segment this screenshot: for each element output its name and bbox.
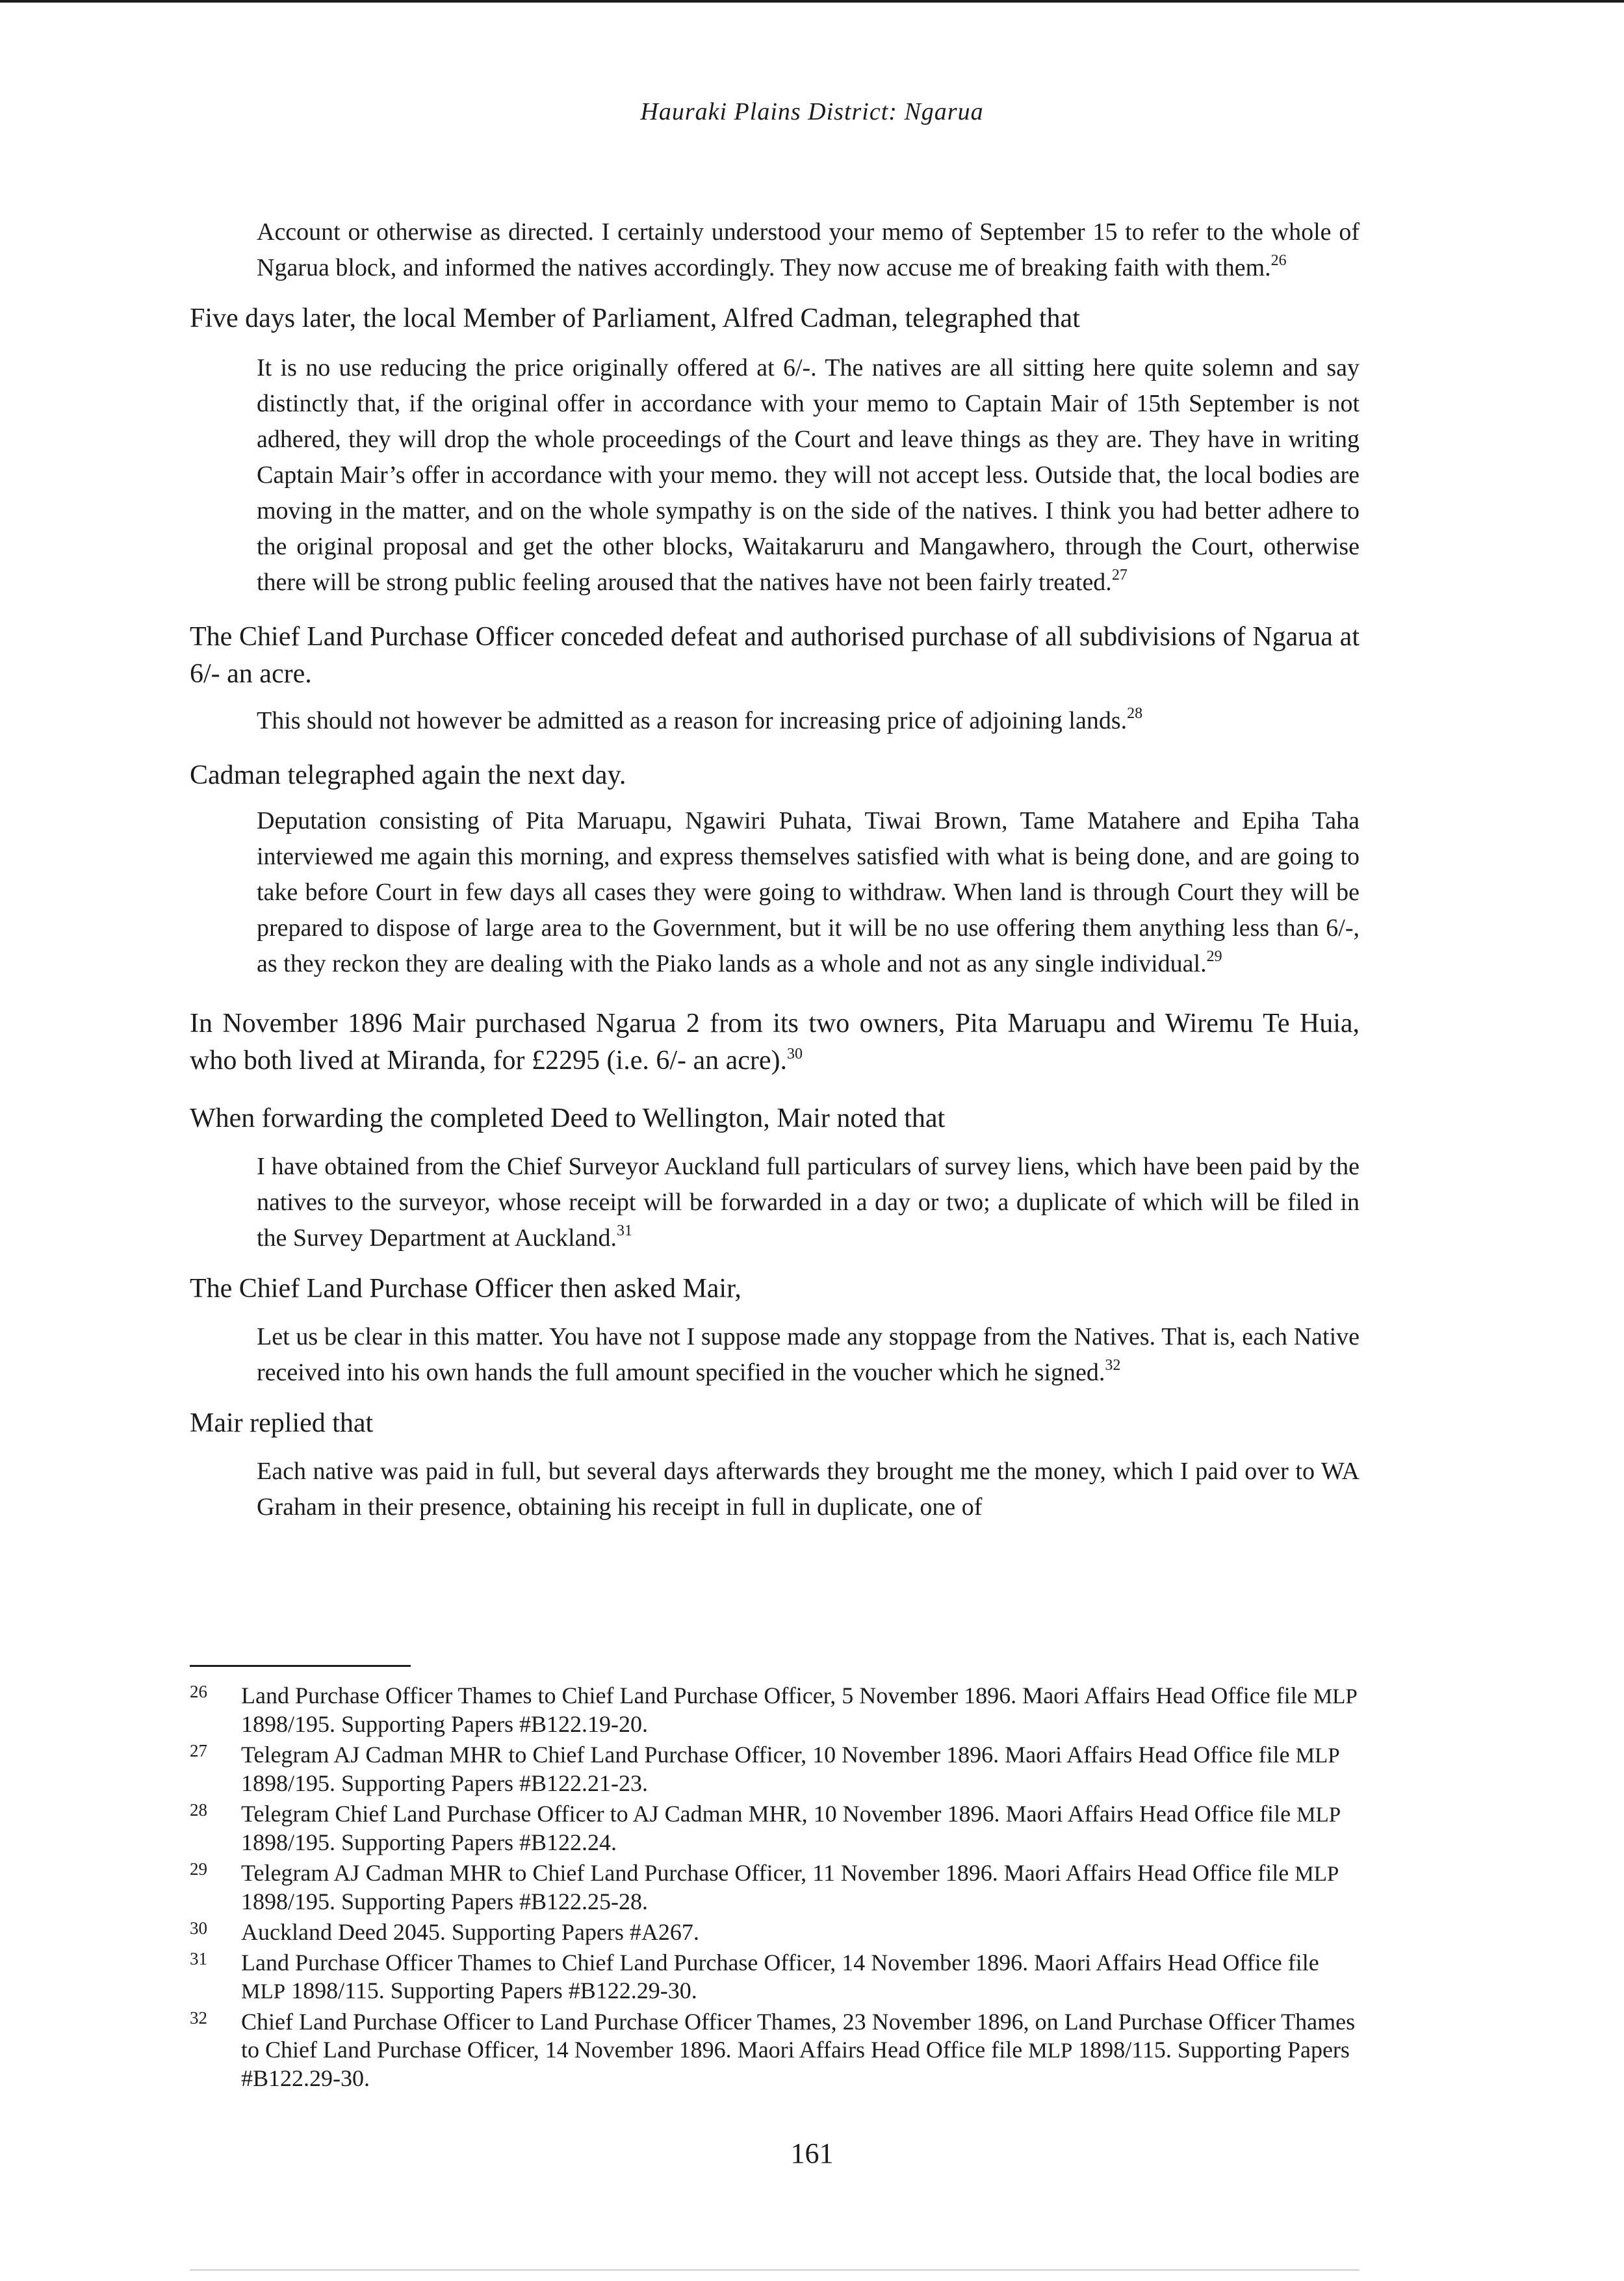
paragraph	[190, 1405, 1360, 1442]
quote-text: It is no use reducing the price originally offered at 6/-. The natives are all sitting here quite solemn and say distinctly that, if the original offer in accordance with your memo to Captain Mair of 15th September is not adhered, they will drop the whole proceedings of the Court and leave things as they are. They have in writing Captain Mair’s offer in accordance with your memo. they will not accept less. Outside that, the local bodies are moving in the matter, and on the whole sympathy is on the side of the natives. I think you had better adhere to the original proposal and get the other blocks, Waitakaruru and Mangawhero, through the Court, otherwise there will be strong public feeling aroused that the natives have not been fairly treated.	[257, 354, 1360, 596]
paragraph	[190, 1005, 1360, 1079]
footnote-number: 28	[190, 1800, 207, 1820]
quote-text: Each native was paid in full, but several days afterwards they brought me the money, which I paid over to WA Graham in their presence, obtaining his receipt in full in duplicate, one of	[257, 1458, 1360, 1521]
footnote-text: Telegram Chief Land Purchase Officer to AJ Cadman MHR, 10 November 1896. Maori Affairs Head Office file	[241, 1801, 1297, 1827]
footnote-number: 26	[190, 1682, 207, 1701]
footnote-number: 32	[190, 2008, 207, 2028]
footnote-number: 29	[190, 1859, 207, 1879]
footnote-text: Auckland Deed 2045. Supporting Papers #A267.	[241, 1919, 699, 1945]
paragraph-text: Five days later, the local Member of Parliament, Alfred Cadman, telegraphed that	[190, 303, 1080, 333]
file-prefix: MLP	[241, 1979, 286, 2004]
running-head: Hauraki Plains District: Ngarua	[640, 98, 984, 125]
block-quote	[257, 1149, 1360, 1256]
file-prefix: MLP	[1295, 1744, 1340, 1768]
footnote-text-end: 1898/195. Supporting Papers #B122.25-28.	[241, 1888, 648, 1914]
paragraph	[190, 1270, 1360, 1308]
block-quote	[257, 214, 1360, 286]
footnote	[190, 1918, 1360, 1946]
footnote	[190, 1859, 1360, 1916]
quote-text: Account or otherwise as directed. I certainly understood your memo of September 15 to refer to the whole of Ngarua block, and informed the natives accordingly. They now accuse me of breaking faith with them.	[257, 218, 1360, 281]
footnote-text: Telegram AJ Cadman MHR to Chief Land Purchase Officer, 11 November 1896. Maori Affairs Head Office file	[241, 1860, 1295, 1886]
block-quote	[257, 803, 1360, 982]
footnote-text: Land Purchase Officer Thames to Chief Land Purchase Officer, 5 November 1896. Maori Affairs Head Office file	[241, 1682, 1313, 1708]
footnote-separator	[190, 1665, 411, 1667]
bottom-rule	[190, 2269, 1360, 2271]
footnote-ref[interactable]: 29	[1206, 948, 1222, 965]
footnote	[190, 1800, 1360, 1857]
paragraph-text: When forwarding the completed Deed to Wellington, Mair noted that	[190, 1103, 946, 1133]
paragraph	[190, 1100, 1360, 1137]
footnote	[190, 1741, 1360, 1798]
quote-text: This should not however be admitted as a reason for increasing price of adjoining lands.	[257, 707, 1128, 734]
page-number: 161	[790, 2137, 834, 2169]
paragraph-text: The Chief Land Purchase Officer then asked Mair,	[190, 1274, 741, 1304]
paragraph	[190, 757, 1360, 794]
quote-text: Let us be clear in this matter. You have not I suppose made any stoppage from the Natives. That is, each Native received into his own hands the full amount specified in the voucher which he signed.	[257, 1323, 1360, 1386]
footnote-text: Land Purchase Officer Thames to Chief Land Purchase Officer, 14 November 1896. Maori Affairs Head Office file	[241, 1950, 1319, 1976]
top-border-rule	[0, 0, 1624, 3]
footnotes	[190, 1682, 1360, 2095]
footnote-number: 31	[190, 1949, 207, 1968]
paragraph	[190, 619, 1360, 693]
paragraph-text: In November 1896 Mair purchased Ngarua 2 from its two owners, Pita Maruapu and Wiremu Te Huia, who both lived at Miranda, for £2295 (i.e. 6/- an acre).	[190, 1009, 1360, 1076]
footnote-text-end: 1898/195. Supporting Papers #B122.24.	[241, 1829, 617, 1855]
block-quote	[257, 1454, 1360, 1525]
body-text	[190, 214, 1360, 1525]
footnote-text-end: 1898/115. Supporting Papers #B122.29-30.	[241, 2037, 1350, 2091]
block-quote	[257, 703, 1360, 739]
file-prefix: MLP	[1295, 1862, 1339, 1886]
quote-text: I have obtained from the Chief Surveyor Auckland full particulars of survey liens, which have been paid by the natives to the surveyor, whose receipt will be forwarded in a day or two; a duplicate of which will be filed in the Survey Department at Auckland.	[257, 1153, 1360, 1252]
paragraph-text: Mair replied that	[190, 1408, 374, 1438]
footnote-ref[interactable]: 27	[1111, 567, 1128, 584]
footnote-ref[interactable]: 26	[1270, 252, 1287, 269]
footnote	[190, 2008, 1360, 2093]
paragraph	[190, 300, 1360, 337]
footnote-ref[interactable]: 31	[617, 1222, 633, 1239]
footnote	[190, 1949, 1360, 2005]
file-prefix: MLP	[1313, 1684, 1358, 1708]
quote-text: Deputation consisting of Pita Maruapu, Ngawiri Puhata, Tiwai Brown, Tame Matahere and Epiha Taha interviewed me again this morning, and express themselves satisfied with what is being done, and are going to take before Court in few days all cases they were going to withdraw. When land is through Court they will be prepared to dispose of large area to the Government, but it will be no use offering them anything less than 6/-, as they reckon they are dealing with the Piako lands as a whole and not as any single individual.	[257, 807, 1360, 977]
footnote-ref[interactable]: 30	[787, 1046, 803, 1063]
footnote-text: Telegram AJ Cadman MHR to Chief Land Purchase Officer, 10 November 1896. Maori Affairs Head Office file	[241, 1742, 1296, 1768]
footnote-ref[interactable]: 28	[1127, 705, 1143, 722]
footnote-text: Chief Land Purchase Officer to Land Purchase Officer Thames, 23 November 1896, on Land Purchase Officer Thames to Chief Land Purchase Officer, 14 November 1896. Maori Affairs Head Office file	[241, 2009, 1356, 2063]
block-quote	[257, 350, 1360, 600]
footnote-text-end: 1898/195. Supporting Papers #B122.19-20.	[241, 1711, 648, 1737]
paragraph-text: The Chief Land Purchase Officer conceded defeat and authorised purchase of all subdivisions of Ngarua at 6/- an acre.	[190, 622, 1360, 689]
block-quote	[257, 1319, 1360, 1391]
footnote-number: 30	[190, 1918, 207, 1938]
footnote-text-end: 1898/115. Supporting Papers #B122.29-30.	[285, 1978, 697, 2004]
file-prefix: MLP	[1028, 2039, 1073, 2063]
file-prefix: MLP	[1296, 1803, 1341, 1827]
footnote-text-end: 1898/195. Supporting Papers #B122.21-23.	[241, 1770, 648, 1796]
footnote-number: 27	[190, 1741, 207, 1760]
footnote-ref[interactable]: 32	[1105, 1357, 1121, 1374]
footnote	[190, 1682, 1360, 1738]
paragraph-text: Cadman telegraphed again the next day.	[190, 760, 626, 790]
